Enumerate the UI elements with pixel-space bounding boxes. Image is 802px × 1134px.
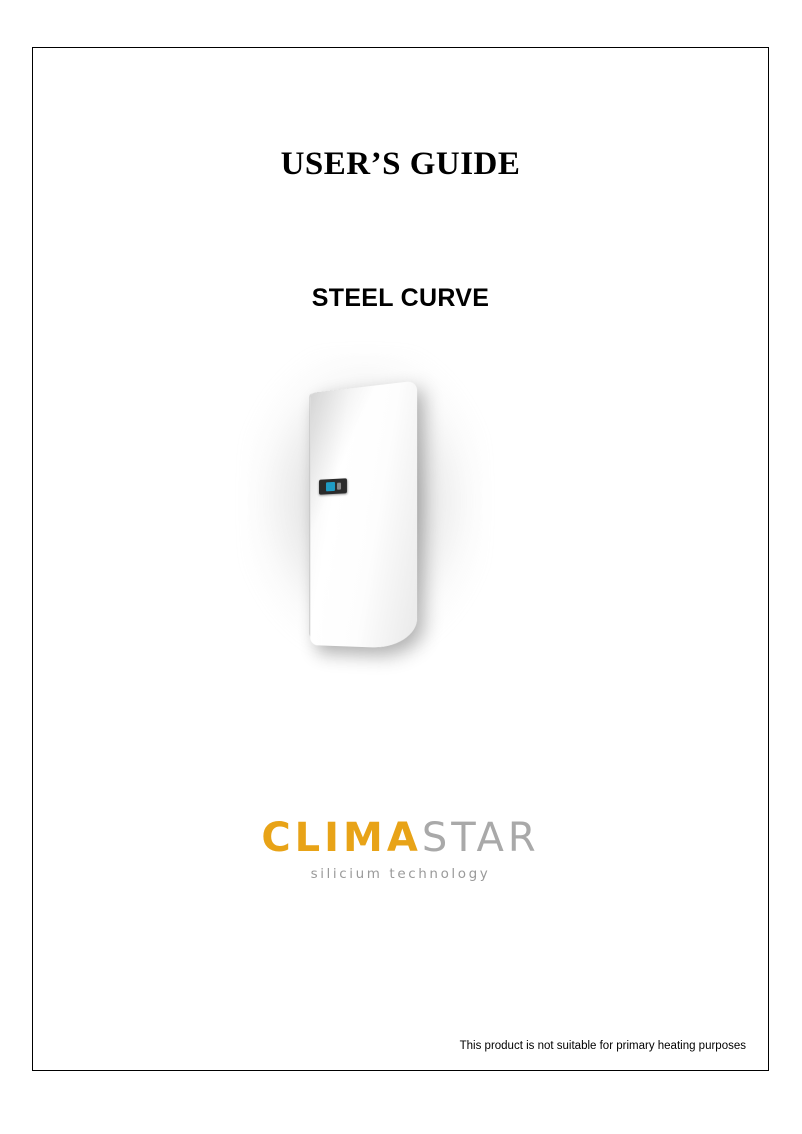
page-content xyxy=(33,48,768,1070)
brand-wordmark xyxy=(33,815,768,861)
heater-display-icon xyxy=(319,478,347,494)
page-title: USER’S GUIDE xyxy=(280,146,521,182)
brand-wordmark-clima: CLIMA xyxy=(261,815,422,861)
brand-tagline: silicium technology xyxy=(310,866,491,882)
document-page xyxy=(32,47,769,1071)
brand-wordmark-star: STAR xyxy=(421,815,540,861)
heater-illustration xyxy=(307,387,417,647)
product-model-title: STEEL CURVE xyxy=(311,284,490,312)
display-led-secondary-icon xyxy=(337,483,341,490)
product-photo xyxy=(215,331,515,671)
display-led-icon xyxy=(326,482,335,491)
footer-disclaimer: This product is not suitable for primary heating purposes xyxy=(459,1040,746,1052)
brand-logo xyxy=(33,815,768,882)
heater-shading xyxy=(310,381,417,650)
